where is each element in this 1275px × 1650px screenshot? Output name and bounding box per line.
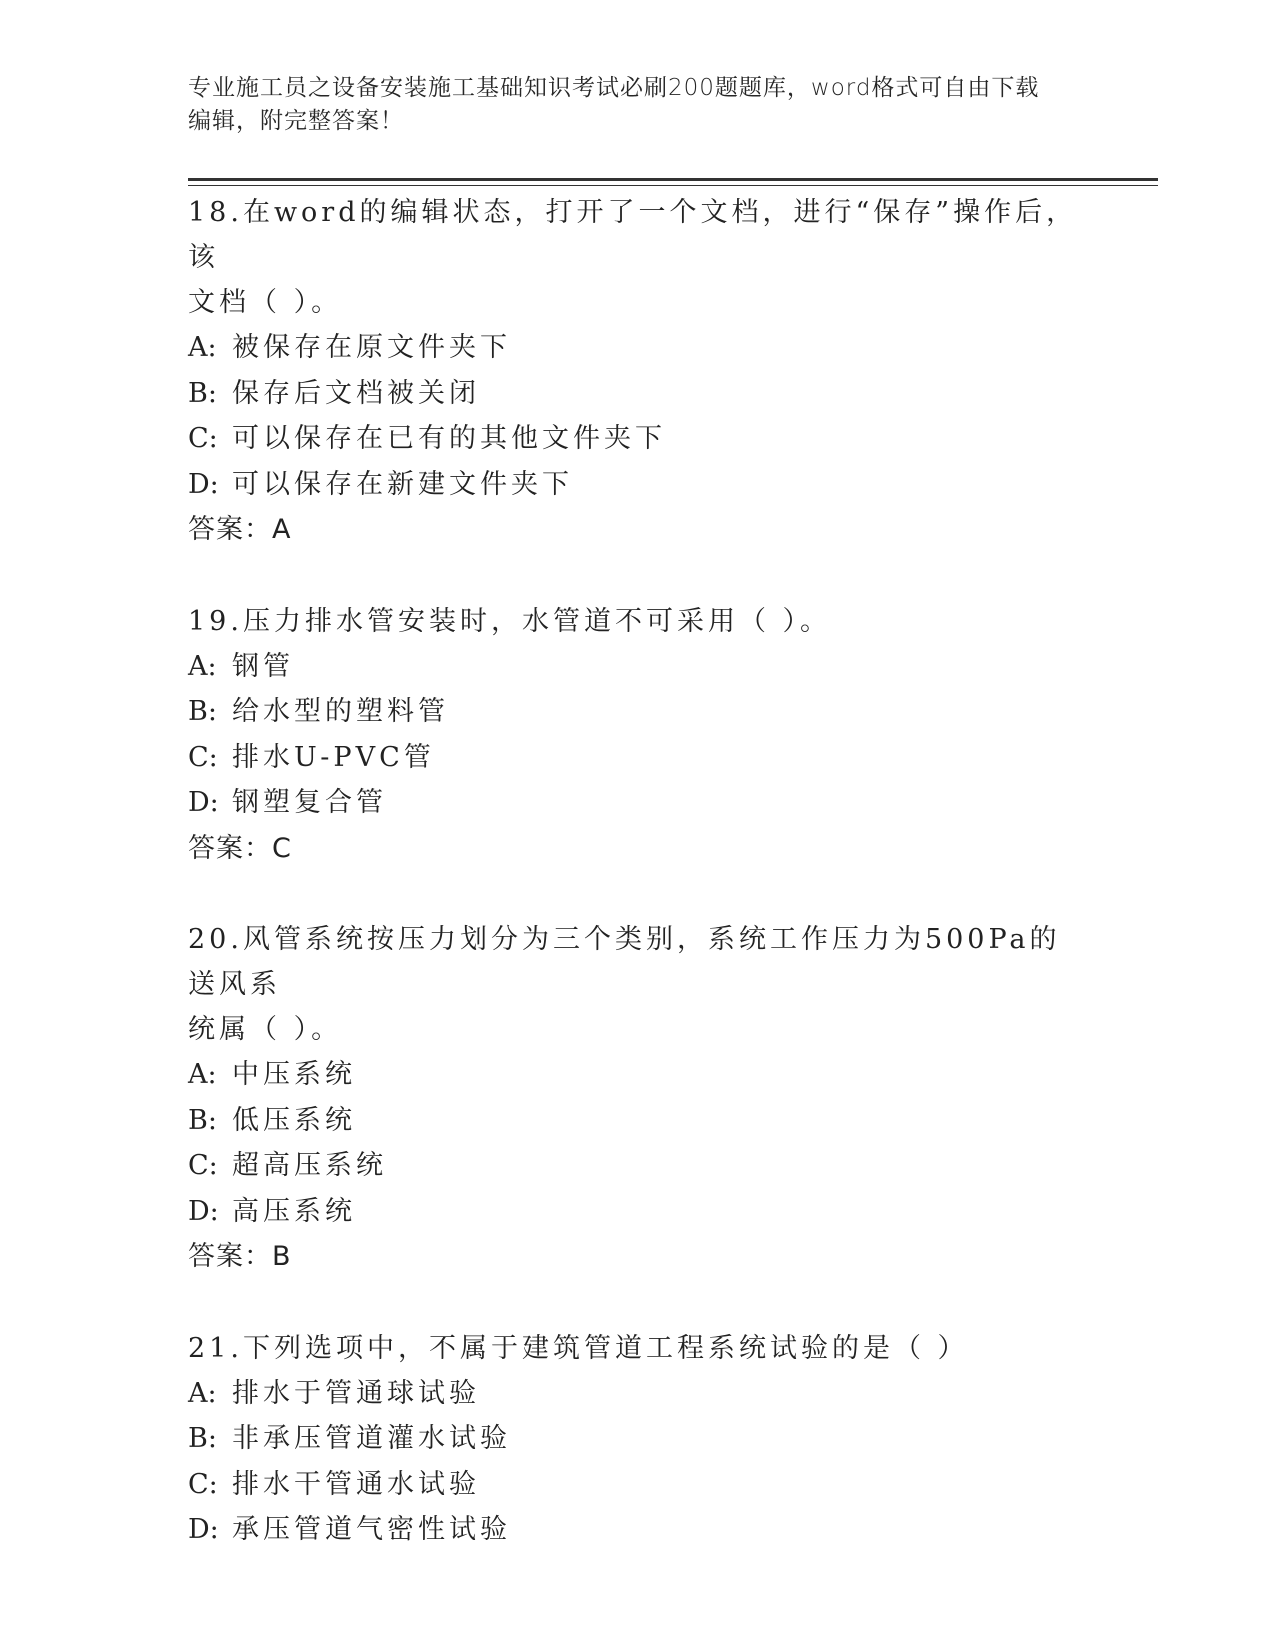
question-stem-line: 18.在word的编辑状态，打开了一个文档，进行“保存”操作后，该 — [188, 197, 1078, 273]
option-letter: D: — [188, 787, 219, 818]
option-a — [188, 1052, 1088, 1098]
answer-label: 答案： — [188, 1241, 272, 1272]
option-text: 钢塑复合管 — [232, 787, 387, 818]
option-letter: A: — [188, 1059, 217, 1090]
option-text: 可以保存在已有的其他文件夹下 — [232, 423, 666, 454]
option-letter: A: — [188, 332, 217, 363]
answer-label: 答案： — [188, 832, 272, 864]
option-c — [188, 735, 1088, 781]
option-letter: D: — [188, 468, 219, 500]
option-letter: C: — [188, 423, 218, 454]
option-letter: A: — [188, 650, 217, 682]
option-letter: C: — [188, 1468, 218, 1500]
option-text: 可以保存在新建文件夹下 — [232, 468, 573, 500]
header-line-2: 编辑，附完整答案！ — [188, 108, 404, 134]
option-d — [188, 1189, 1088, 1235]
option-text: 排水于管通球试验 — [232, 1377, 480, 1409]
question-stem-line: 20.风管系统按压力划分为三个类别，系统工作压力为500Pa的送风系 — [188, 924, 1061, 1000]
option-letter: B: — [188, 1104, 217, 1136]
question-18 — [188, 190, 1088, 553]
question-19 — [188, 599, 1088, 872]
option-letter: B: — [188, 1423, 217, 1454]
option-letter: C: — [188, 741, 218, 773]
option-d — [188, 780, 1088, 826]
option-text: 排水U-PVC管 — [232, 741, 435, 773]
answer-value: C — [272, 832, 291, 864]
answer-value: A — [272, 514, 291, 545]
option-a — [188, 325, 1088, 371]
option-a — [188, 644, 1088, 690]
document-header — [188, 72, 1088, 138]
option-b — [188, 371, 1088, 417]
option-letter: B: — [188, 377, 217, 409]
option-text: 非承压管道灌水试验 — [232, 1423, 511, 1454]
answer — [188, 507, 1088, 553]
question-21 — [188, 1326, 1088, 1553]
answer-label: 答案： — [188, 514, 272, 545]
option-d — [188, 462, 1088, 508]
option-letter: B: — [188, 696, 217, 727]
option-text: 中压系统 — [232, 1059, 356, 1090]
option-b — [188, 689, 1088, 735]
question-stem-line: 统属（ ）。 — [188, 1014, 343, 1045]
option-text: 超高压系统 — [232, 1150, 387, 1181]
answer — [188, 1234, 1088, 1280]
question-stem-line: 21.下列选项中，不属于建筑管道工程系统试验的是（ ） — [188, 1332, 969, 1364]
option-text: 钢管 — [232, 650, 294, 682]
option-b — [188, 1416, 1088, 1462]
header-line-1: 专业施工员之设备安装施工基础知识考试必刷200题题库，word格式可自由下载 — [188, 75, 1040, 101]
option-c — [188, 416, 1088, 462]
header-rule-thick — [188, 178, 1158, 181]
option-letter: A: — [188, 1377, 217, 1409]
option-text: 高压系统 — [232, 1195, 356, 1227]
option-text: 被保存在原文件夹下 — [232, 332, 511, 363]
option-a — [188, 1371, 1088, 1417]
answer — [188, 826, 1088, 872]
option-d — [188, 1507, 1088, 1553]
question-stem-line: 文档（ ）。 — [188, 287, 343, 318]
header-rule-thin — [188, 185, 1158, 186]
option-text: 排水干管通水试验 — [232, 1468, 480, 1500]
option-letter: D: — [188, 1514, 219, 1545]
question-stem-line: 19.压力排水管安装时，水管道不可采用（ ）。 — [188, 605, 832, 637]
option-c — [188, 1143, 1088, 1189]
option-text: 低压系统 — [232, 1104, 356, 1136]
option-text: 保存后文档被关闭 — [232, 377, 480, 409]
option-text: 给水型的塑料管 — [232, 696, 449, 727]
option-c — [188, 1462, 1088, 1508]
answer-value: B — [272, 1241, 291, 1272]
questions-list — [188, 190, 1088, 1599]
option-text: 承压管道气密性试验 — [232, 1514, 511, 1545]
option-letter: C: — [188, 1150, 218, 1181]
option-b — [188, 1098, 1088, 1144]
option-letter: D: — [188, 1195, 219, 1227]
question-20 — [188, 917, 1088, 1280]
